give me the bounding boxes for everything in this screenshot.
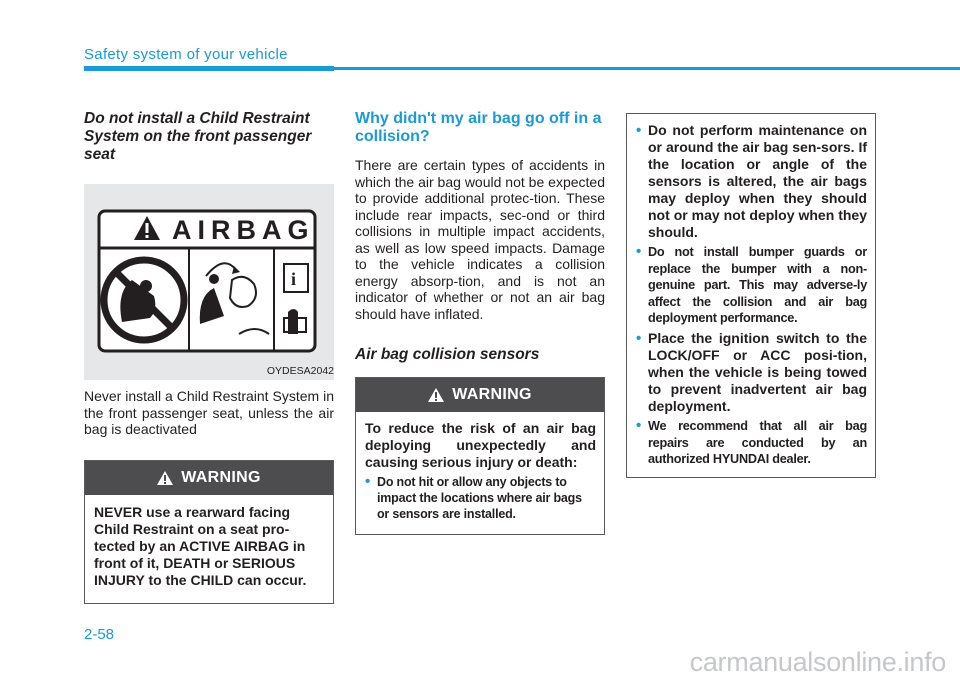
list-item [365, 474, 596, 522]
section-title: Safety system of your vehicle [84, 46, 288, 63]
bullet-text: We recommend that all air bag repairs are conducted by an authorized HYUNDAI dealer. [648, 418, 867, 467]
precautions-list [636, 122, 867, 468]
sensors-subheading: Air bag collision sensors [355, 346, 540, 363]
header-rule [84, 67, 960, 70]
sensor-warning-box [355, 377, 605, 535]
list-item [636, 418, 867, 468]
list-item [636, 244, 867, 327]
bullet-text: Do not hit or allow any objects to impact the locations where air bags or sensors are installed. [377, 475, 582, 521]
warning-header [85, 461, 333, 495]
warning-content [356, 412, 604, 534]
warning-title: WARNING [452, 386, 532, 403]
middle-column [355, 110, 605, 535]
page-number: 2-58 [84, 626, 115, 643]
airbag-question-paragraph: There are certain types of accidents in which the air bag would not be expected to provide additional protec-tion. These include rear impacts, sec-ond or third collisions in multiple impact accidents, as well as low speed impacts. Damage to the vehicle indicates a collision energy absorp-tion, and is not an indicator of whether or not an air bag should have inflated. [355, 157, 605, 322]
child-restraint-paragraph: Never install a Child Restraint System in the front passenger seat, unless the air bag is deactivated [84, 388, 334, 437]
warning-intro: To reduce the risk of an air bag deploying unexpectedly and causing serious injury or death: [365, 420, 596, 470]
warning-bullets [365, 474, 596, 522]
warning-title: WARNING [181, 468, 261, 486]
airbag-label: AIRBAG [172, 215, 315, 245]
warning-header [356, 378, 604, 412]
bullet-text: Place the ignition switch to the LOCK/OFF or ACC posi-tion, when the vehicle is being towed to prevent inadvertent air bag deployment. [648, 329, 867, 414]
bullet-dot: • [365, 473, 371, 490]
bullet-dot: • [636, 122, 642, 139]
airbag-question-heading: Why didn't my air bag go off in a collision? [355, 110, 602, 145]
bullet-dot: • [636, 416, 642, 434]
watermark: carmanualsonline.info [689, 647, 946, 677]
svg-text:i: i [291, 269, 297, 289]
warning-text: NEVER use a rearward facing Child Restraint on a seat pro-tected by an ACTIVE AIRBAG in front of it, DEATH or SERIOUS INJURY to the CHILD can occur. [94, 503, 307, 588]
precautions-box [626, 113, 876, 478]
right-column [626, 113, 876, 478]
left-column [84, 110, 334, 604]
child-restraint-heading: Do not install a Child Restraint System on the front passenger seat [84, 110, 312, 163]
warning-triangle-icon [157, 471, 173, 485]
bullet-text: Do not install bumper guards or replace the bumper with a non-genuine part. This may adverse-ly affect the collision and air bag deployment performance. [648, 245, 867, 326]
bullet-dot: • [636, 243, 642, 260]
bullet-dot: • [636, 329, 642, 347]
list-item [636, 330, 867, 415]
child-seat-warning-box [84, 460, 334, 604]
figure-caption: OYDESA2042 [266, 365, 334, 377]
warning-triangle-icon [428, 388, 444, 402]
list-item [636, 122, 867, 241]
no-child-seat-icon [104, 260, 184, 340]
airbag-warning-figure [84, 184, 334, 380]
bullet-text: Do not perform maintenance on or around the air bag sen-sors. If the location or angle of the sensors is altered, the air bags may deploy when they should not or may not deploy when they should. [648, 122, 867, 240]
